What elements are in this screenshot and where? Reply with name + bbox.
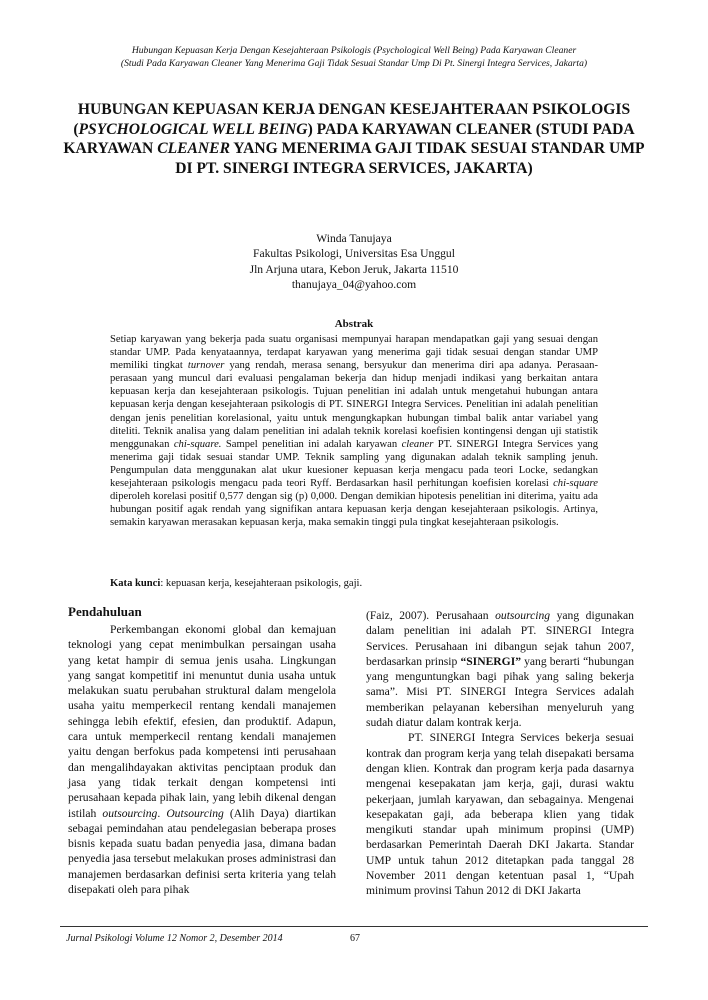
author-email: thanujaya_04@yahoo.com: [291, 277, 417, 291]
author-block: [60, 231, 648, 292]
page-number: 67: [350, 933, 360, 944]
paragraph-italic: outsourcing: [102, 806, 158, 820]
title-italic-2: CLEANER: [157, 140, 230, 158]
paragraph-segment: (Alih Daya) diartikan sebagai pemindahan atau pendelegasian beberapa proses bisnis kepada suatu badan penyedia jasa, dimana badan penyedia jasa tersebut melakukan proses administrasi dan manajemen berdasarkan definisi serta kriteria yang telah disepakati oleh para pihak: [68, 806, 336, 897]
article-title: [60, 100, 648, 178]
running-head-line-2: (Studi Pada Karyawan Cleaner Yang Menerima Gaji Tidak Sesuai Standar Ump Di Pt. Sinergi Integra Services, Jakarta): [120, 58, 588, 69]
abstract-segment: Setiap karyawan yang bekerja pada suatu organisasi mempunyai harapan mendapatkan gaji yang sesuai dengan standar UMP. Pada kenyataannya, terdapat karyawan yang menerima gaji tidak sesuai dengan standar UMP memiliki tingkat: [110, 334, 598, 372]
abstract-italic: chi-square: [553, 478, 598, 490]
abstract-text: [110, 333, 598, 529]
running-head: [60, 44, 648, 70]
paragraph-bold: “SINERGI”: [460, 654, 521, 668]
paragraph-segment: .: [157, 806, 167, 820]
keywords: [110, 578, 598, 589]
footer-rule: [60, 926, 648, 927]
title-part-3: YANG MENERIMA GAJI TIDAK SESUAI STANDAR UMP DI PT. SINERGI INTEGRA SERVICES, JAKARTA): [175, 140, 645, 177]
paragraph-segment: Perkembangan ekonomi global dan kemajuan teknologi yang cepat menimbulkan persaingan usaha yang ketat hampir di semua jenis usaha. Lingkungan yang sangat kompetitif ini menuntut dunia usaha untuk melakukan suatu perubahan struktural dalam mengelola usaha yaitu memperkecil rentang kendali manajemen sehingga lebih efektif, efesien, dan produktif. Adapun, cara untuk memperkecil rentang kendali manajemen yaitu dengan berfokus pada kompetensi inti perusahaan dan mengalihdayakan aktivitas penciptaan produk dan jasa yang tidak terkait dengan kompetensi inti perusahaan kepada pihak lain, yang lebih dikenal dengan istilah: [68, 623, 336, 820]
paragraph: [366, 608, 634, 730]
abstract-italic: chi-square.: [173, 438, 222, 450]
abstract-segment: yang rendah, merasa senang, bersyukur dan menerima diri apa adanya. Perasaan-perasaan yang muncul dari evaluasi pengalaman bekerja dan hidup menjadi indikasi yang berkaitan antara kepuasan kerja dan kesejahteraan psikologis. Tujuan penelitian ini adalah untuk mengetahui hubungan antara kepuasan kerja dengan kesejahteraan psikologis di PT. SINERGI Integra Services. Penelitian ini adalah penelitian dengan jenis penelitian korelasional, yaitu untuk mengungkapkan hubungan timbal balik antar variabel yang diteliti. Teknik analisa yang dalam penelitian ini adalah teknik korelasi koefisien kontingensi dengan uji statistik menggunakan: [110, 360, 598, 450]
paragraph-italic: outsourcing: [495, 609, 551, 622]
paragraph-segment: yang digunakan dalam penelitian ini adalah PT. SINERGI Integra Services. Perusahaan ini dibangun sejak tahun 2007, berdasarkan prinsip: [366, 609, 634, 668]
right-column: [366, 608, 634, 899]
author-address: Jln Arjuna utara, Kebon Jeruk, Jakarta 11510: [249, 262, 459, 276]
running-head-line-1: Hubungan Kepuasan Kerja Dengan Kesejahteraan Psikologis (Psychological Well Being) Pada Karyawan Cleaner: [131, 45, 577, 56]
paragraph-segment: yang berarti “hubungan yang menguntungkan bagi pihak yang saling bekerja sama”. Misi PT. SINERGI Integra Services adalah memberikan pelayanan kebersihan menyeluruh yang sudah diatur dalam kontrak kerja.: [366, 654, 634, 730]
abstract-heading: Abstrak: [334, 318, 374, 330]
title-part-1: HUBUNGAN KEPUASAN KERJA DENGAN KESEJAHTERAAN PSIKOLOGIS (: [73, 101, 631, 138]
abstract-italic: cleaner: [401, 438, 434, 450]
abstract-segment: PT. SINERGI Integra Services yang menerima gaji tidak sesuai standar UMP. Teknik sampling yang digunakan adalah teknik sampling jenuh. Pengumpulan data menggunakan alat ukur kuesioner kepuasan kerja mengacu pada teori Locke, sedangkan kesejahteraan psikologis mengacu pada teori Ryff. Berdasarkan hasil perhitungan koefisien korelasi: [110, 438, 598, 490]
abstract-italic: turnover: [187, 360, 225, 372]
paragraph-segment: (Faiz, 2007). Perusahaan: [366, 609, 496, 622]
paragraph: [68, 622, 336, 897]
paragraph: PT. SINERGI Integra Services bekerja sesuai kontrak dan program kerja yang telah disepakati bersama dengan klien. Kontrak dan program kerja pada dasarnya mengenai kesepakatan jam kerja, gaji, durasi waktu pekerjaan, jumlah karyawan, dan sebagainya. Mengenai kesepakatan gaji, ada beberapa klien yang tidak mengikuti standar upah minimum propinsi (UMP) berdasarkan Pemerintah Daerah DKI Jakarta. Standar UMP untuk tahun 2012 ditetapkan pada tanggal 28 November 2011 dengan ketentuan pasal 1, “Upah minimum provinsi Tahun 2012 di DKI Jakarta: [366, 731, 634, 898]
author-name: Winda Tanujaya: [316, 232, 392, 245]
abstract-segment: diperoleh korelasi positif 0,577 dengan sig (p) 0,000. Dengan demikian hipotesis penelitian ini diterima, yaitu ada hubungan positif agak rendah yang signifikan antara kepuasan kerja dengan kesejahteraan psikologis. Artinya, semakin karyawan merasakan kepuasan kerja, maka semakin tinggi pula tingkat kesejahteraan psikologis.: [110, 491, 598, 529]
abstract-segment: Sampel penelitian ini adalah karyawan: [221, 438, 402, 450]
keywords-text: : kepuasan kerja, kesejahteraan psikologis, gaji.: [160, 578, 363, 589]
journal-citation: Jurnal Psikologi Volume 12 Nomor 2, Desember 2014: [66, 933, 283, 944]
keywords-label: Kata kunci: [110, 578, 161, 589]
paragraph-italic: Outsourcing: [166, 806, 224, 820]
section-heading: Pendahuluan: [68, 604, 142, 619]
title-italic-1: PSYCHOLOGICAL WELL BEING: [78, 120, 308, 138]
author-affiliation: Fakultas Psikologi, Universitas Esa Unggul: [253, 247, 455, 261]
left-column: [68, 604, 336, 897]
title-part-2: ) PADA KARYAWAN CLEANER (STUDI PADA KARYAWAN: [63, 120, 635, 158]
